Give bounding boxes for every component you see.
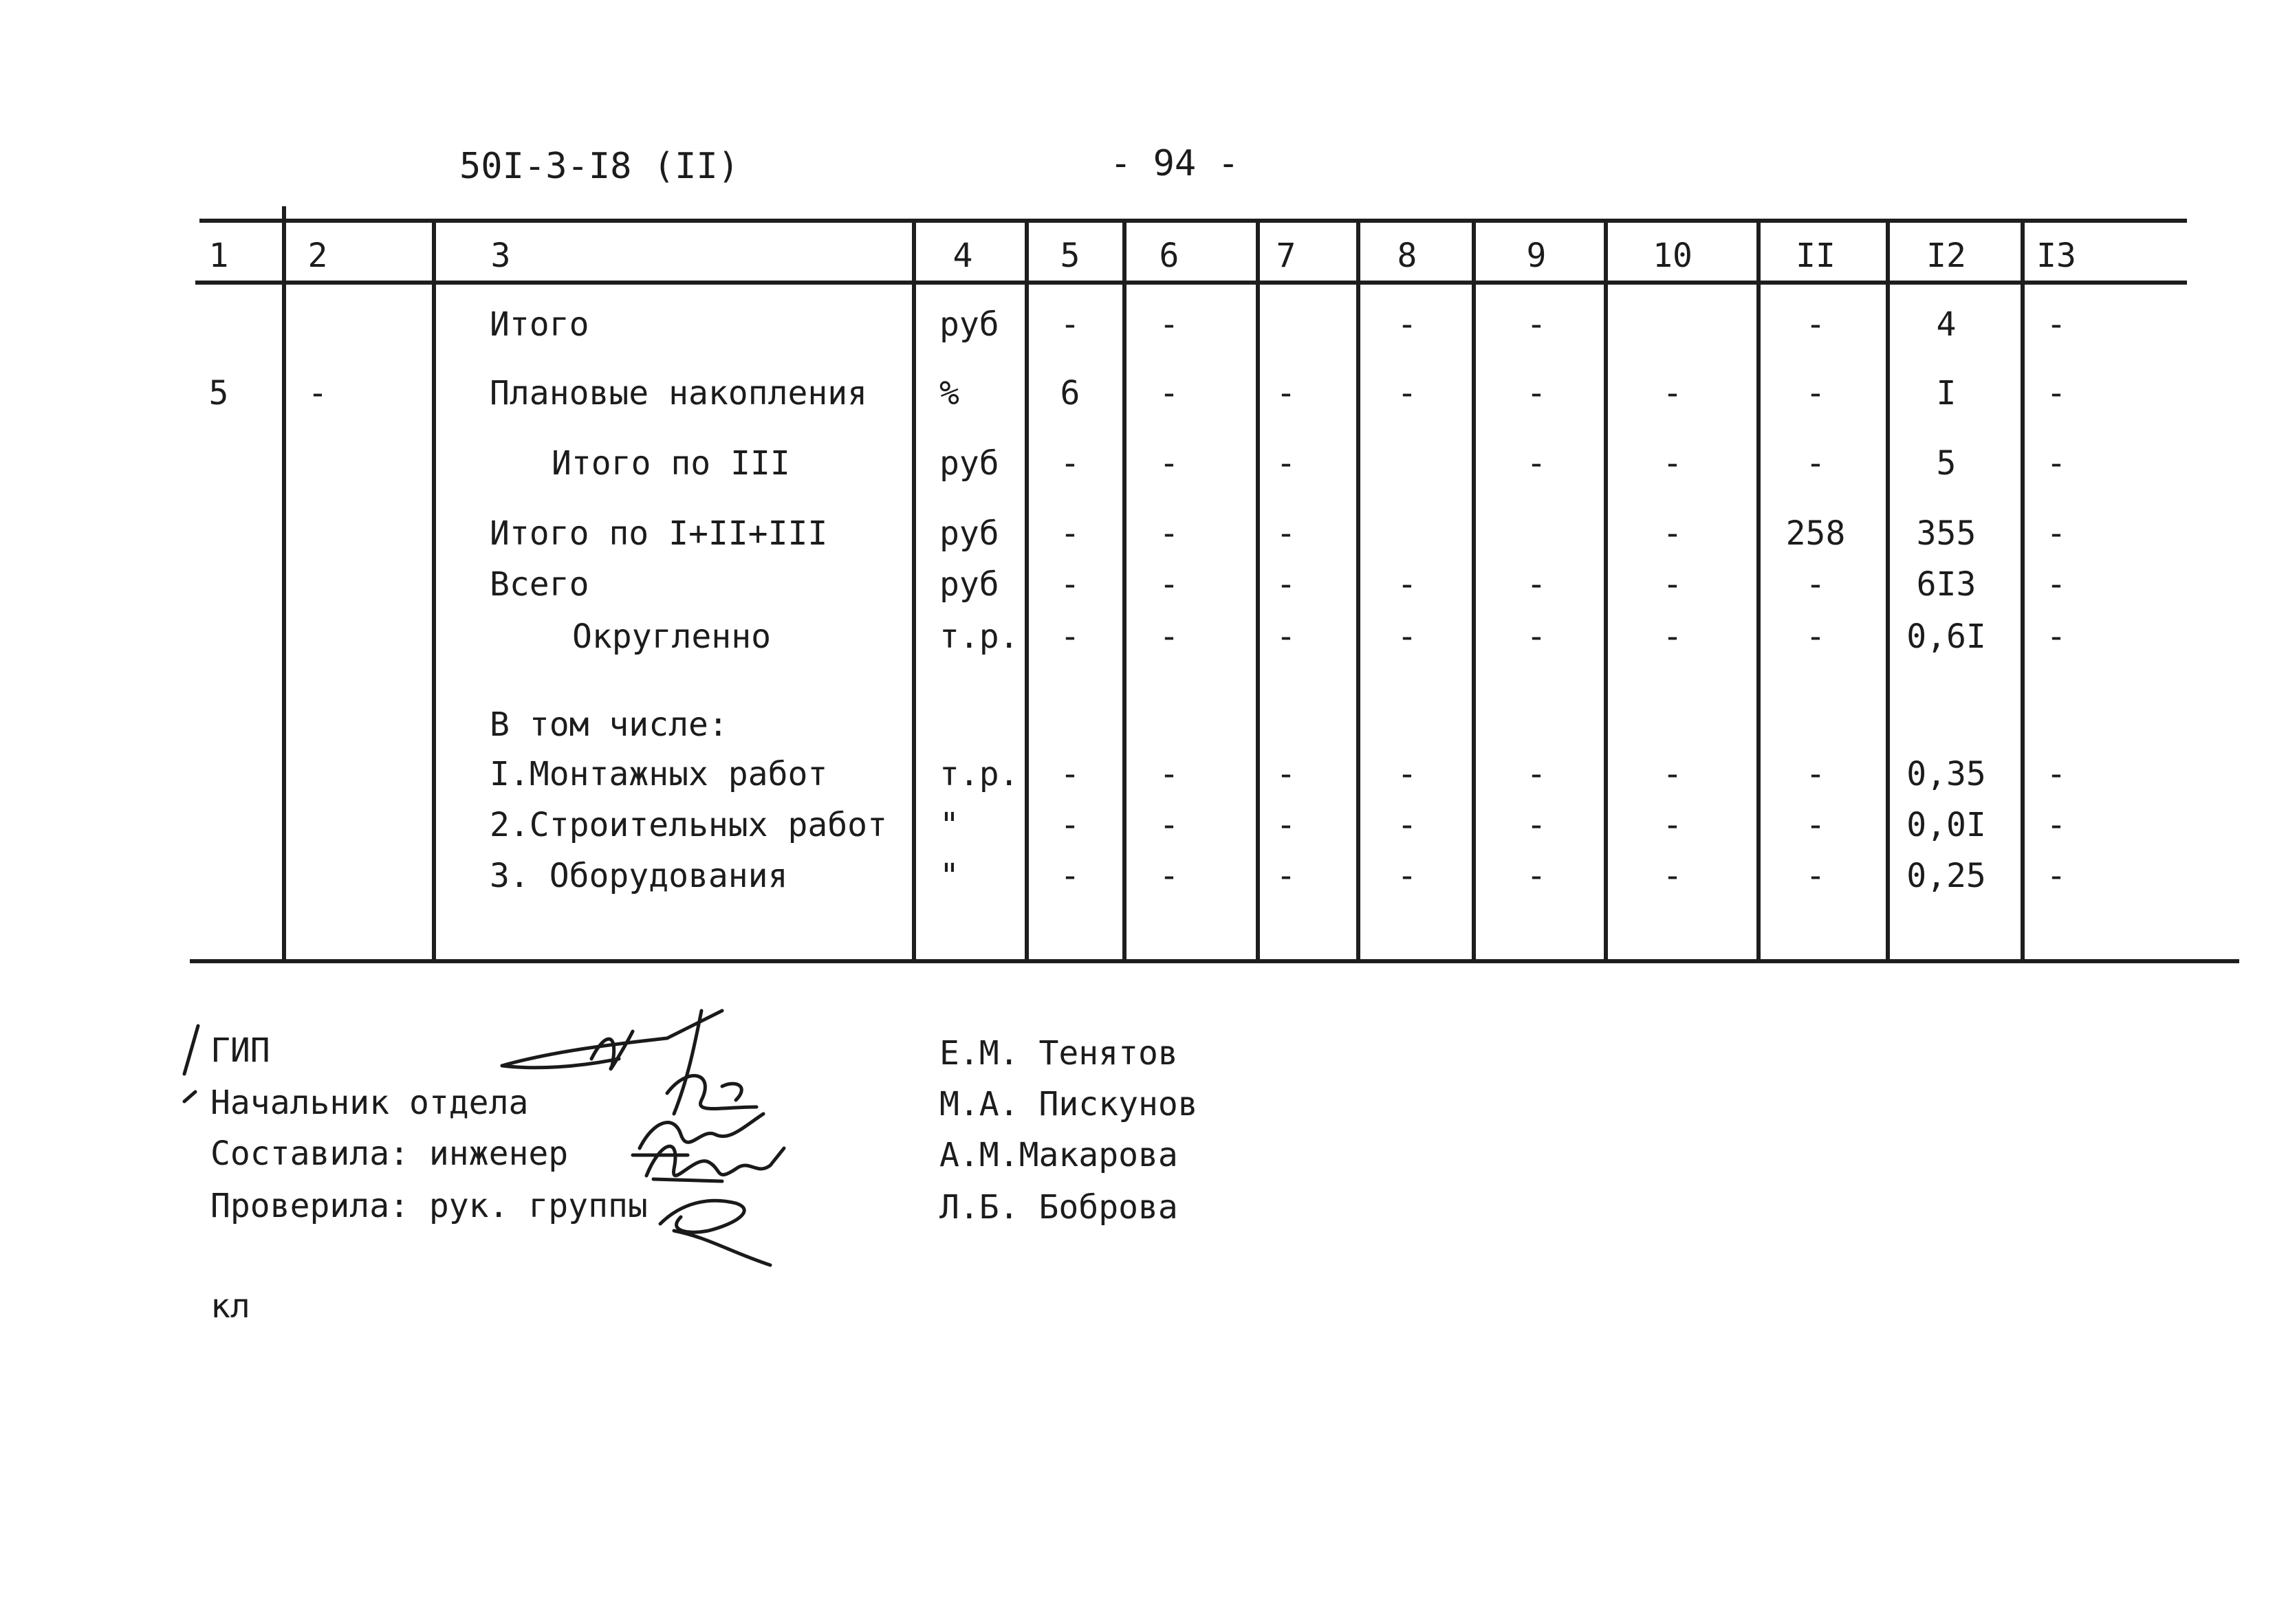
table-cell-c5: -: [1060, 857, 1080, 895]
column-divider: [1256, 219, 1260, 961]
table-cell-c10: -: [1662, 444, 1683, 483]
table-cell-c7: -: [1276, 857, 1296, 895]
table-cell-c13: -: [2046, 857, 2067, 895]
column-divider: [1756, 219, 1761, 961]
table-cell-c5: -: [1060, 514, 1080, 553]
column-number: 4: [953, 237, 973, 275]
column-divider: [912, 219, 916, 961]
column-number: 2: [307, 237, 328, 275]
column-number: 10: [1653, 237, 1692, 275]
column-number: 9: [1526, 237, 1547, 275]
table-cell-c9: -: [1526, 374, 1547, 413]
table-cell-c13: -: [2046, 806, 2067, 844]
role-department-head: Начальник отдела: [210, 1084, 529, 1122]
table-cell-c3: Всего: [490, 565, 589, 604]
column-number: 8: [1397, 237, 1417, 275]
table-cell-c9: -: [1526, 565, 1547, 604]
table-cell-c4: ": [939, 806, 959, 844]
signature-checked-by-icon: [653, 1183, 791, 1272]
table-cell-c8: -: [1397, 617, 1417, 656]
column-number: 6: [1159, 237, 1179, 275]
role-compiled-by: Составила: инженер: [210, 1134, 569, 1173]
table-cell-c13: -: [2046, 755, 2067, 793]
table-cell-c7: -: [1276, 617, 1296, 656]
table-cell-c7: -: [1276, 806, 1296, 844]
column-divider: [432, 219, 436, 961]
table-cell-c8: -: [1397, 565, 1417, 604]
table-cell-c9: -: [1526, 617, 1547, 656]
column-divider: [1472, 219, 1476, 961]
table-cell-c5: -: [1060, 755, 1080, 793]
table-cell-c13: -: [2046, 565, 2067, 604]
table-cell-c12: 0,0I: [1906, 806, 1986, 844]
table-cell-c8: -: [1397, 374, 1417, 413]
table-cell-c2: -: [307, 374, 328, 413]
column-number: I2: [1926, 237, 1966, 275]
table-cell-c4: т.р.: [939, 617, 1019, 656]
page-number: - 94 -: [1110, 143, 1239, 184]
table-cell-c12: 355: [1916, 514, 1977, 553]
table-cell-c3: Итого по I+II+III: [490, 514, 828, 553]
table-cell-c5: -: [1060, 617, 1080, 656]
table-cell-c4: руб: [939, 514, 999, 553]
table-cell-c3: Итого по III: [552, 444, 790, 483]
table-cell-c6: -: [1159, 857, 1179, 895]
table-cell-c12: 0,35: [1906, 755, 1986, 793]
table-cell-c9: -: [1526, 806, 1547, 844]
table-cell-c4: руб: [939, 565, 999, 604]
table-cell-c12: 4: [1936, 305, 1957, 344]
table-cell-c4: ": [939, 857, 959, 895]
table-cell-c10: -: [1662, 857, 1683, 895]
table-cell-c10: -: [1662, 617, 1683, 656]
table-cell-c10: -: [1662, 806, 1683, 844]
table-cell-c11: -: [1805, 617, 1826, 656]
name-gip: Е.М. Тенятов: [939, 1034, 1178, 1073]
table-cell-c13: -: [2046, 305, 2067, 344]
table-cell-c5: -: [1060, 565, 1080, 604]
column-number: 1: [208, 237, 229, 275]
table-cell-c13: -: [2046, 514, 2067, 553]
column-number: 7: [1276, 237, 1296, 275]
table-cell-c3: Плановые накопления: [490, 374, 868, 413]
name-department-head: М.А. Пискунов: [939, 1085, 1198, 1123]
table-cell-c3: I.Монтажных работ: [490, 755, 828, 793]
table-cell-c11: -: [1805, 806, 1826, 844]
table-cell-c6: -: [1159, 444, 1179, 483]
table-cell-c13: -: [2046, 374, 2067, 413]
column-number: 5: [1060, 237, 1080, 275]
table-cell-c6: -: [1159, 755, 1179, 793]
table-cell-c11: -: [1805, 374, 1826, 413]
table-cell-c4: %: [939, 374, 959, 413]
table-cell-c1: 5: [208, 374, 229, 413]
table-cell-c5: -: [1060, 305, 1080, 344]
table-cell-c3: 2.Строительных работ: [490, 806, 887, 844]
footer-mark: кл: [210, 1287, 250, 1326]
table-cell-c11: -: [1805, 755, 1826, 793]
table-bottom-rule: [190, 959, 2239, 963]
column-number: II: [1796, 237, 1836, 275]
table-cell-c11: -: [1805, 305, 1826, 344]
table-cell-c10: -: [1662, 565, 1683, 604]
table-cell-c11: -: [1805, 565, 1826, 604]
table-cell-c7: -: [1276, 444, 1296, 483]
table-cell-c12: 0,25: [1906, 857, 1986, 895]
table-cell-c4: руб: [939, 305, 999, 344]
table-cell-c3: Итого: [490, 305, 589, 344]
table-cell-c6: -: [1159, 305, 1179, 344]
table-cell-c12: 0,6I: [1906, 617, 1986, 656]
table-cell-c8: -: [1397, 806, 1417, 844]
table-cell-c3: 3. Оборудования: [490, 857, 788, 895]
table-cell-c4: т.р.: [939, 755, 1019, 793]
table-cell-c6: -: [1159, 565, 1179, 604]
table-cell-c12: 5: [1936, 444, 1957, 483]
table-cell-c13: -: [2046, 617, 2067, 656]
table-cell-c10: -: [1662, 514, 1683, 553]
column-number: I3: [2036, 237, 2076, 275]
table-cell-c8: -: [1397, 755, 1417, 793]
table-cell-c12: I: [1936, 374, 1957, 413]
name-compiled-by: А.М.Макарова: [939, 1136, 1178, 1174]
table-cell-c13: -: [2046, 444, 2067, 483]
table-cell-c6: -: [1159, 374, 1179, 413]
role-checked-by: Проверила: рук. группы: [210, 1187, 648, 1225]
column-divider: [1356, 219, 1360, 961]
column-number: 3: [490, 237, 511, 275]
table-cell-c8: -: [1397, 305, 1417, 344]
table-cell-c3: В том числе:: [490, 705, 728, 744]
table-cell-c7: -: [1276, 514, 1296, 553]
table-cell-c7: -: [1276, 565, 1296, 604]
table-cell-c6: -: [1159, 617, 1179, 656]
table-cell-c10: -: [1662, 755, 1683, 793]
document-code: 50I-3-I8 (II): [459, 146, 739, 187]
table-cell-c9: -: [1526, 857, 1547, 895]
column-divider: [1122, 219, 1126, 961]
column-divider: [2021, 219, 2025, 961]
table-cell-c11: -: [1805, 857, 1826, 895]
column-divider: [282, 206, 286, 961]
table-cell-c10: -: [1662, 374, 1683, 413]
table-cell-c8: -: [1397, 857, 1417, 895]
table-cell-c4: руб: [939, 444, 999, 483]
table-cell-c11: -: [1805, 444, 1826, 483]
table-cell-c11: 258: [1785, 514, 1846, 553]
table-cell-c9: -: [1526, 444, 1547, 483]
table-cell-c3: Округленно: [572, 617, 771, 656]
column-divider: [1604, 219, 1608, 961]
table-cell-c9: -: [1526, 755, 1547, 793]
table-cell-c5: -: [1060, 806, 1080, 844]
name-checked-by: Л.Б. Боброва: [939, 1188, 1178, 1227]
table-cell-c6: -: [1159, 514, 1179, 553]
column-divider: [1025, 219, 1029, 961]
table-cell-c7: -: [1276, 374, 1296, 413]
table-cell-c6: -: [1159, 806, 1179, 844]
table-cell-c5: -: [1060, 444, 1080, 483]
column-divider: [1886, 219, 1890, 961]
table-cell-c12: 6I3: [1916, 565, 1977, 604]
role-gip: ГИП: [210, 1031, 270, 1070]
table-cell-c9: -: [1526, 305, 1547, 344]
table-cell-c7: -: [1276, 755, 1296, 793]
tick-mark-icon: [177, 1023, 205, 1119]
table-cell-c5: 6: [1060, 374, 1080, 413]
